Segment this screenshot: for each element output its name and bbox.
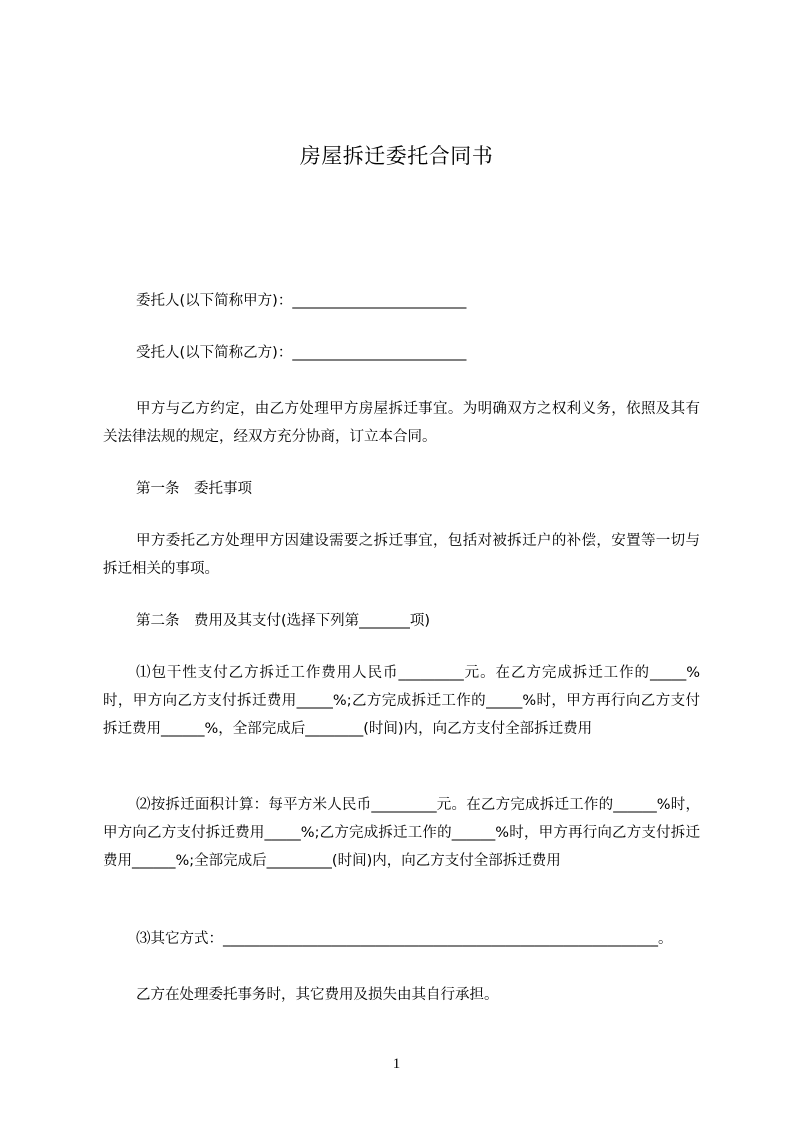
payment-option-1: ⑴包干性支付乙方拆迁工作费用人民币_________元。在乙方完成拆迁工作的_____%时，甲方向乙方支付拆迁费用_____%;乙方完成拆迁工作的_____%时，甲方再行向乙方支付拆迁费用______%，全部完成后________(时间)内，向乙方支付全部拆迁费用 [103,665,700,737]
document-title: 房屋拆迁委托合同书 [299,144,494,168]
page-number: 1 [392,1056,401,1072]
client-line: 委托人(以下简称甲方)：________________________ [136,293,467,309]
article1-heading: 第一条 委托事项 [136,481,252,497]
intro-paragraph: 甲方与乙方约定，由乙方处理甲方房屋拆迁事宜。为明确双方之权利义务，依照及其有关法律法规的规定，经双方充分协商，订立本合同。 [103,401,700,445]
closing-paragraph: 乙方在处理委托事务时，其它费用及损失由其自行承担。 [136,987,499,1003]
payment-option-2: ⑵按拆迁面积计算：每平方米人民币_________元。在乙方完成拆迁工作的______%时，甲方向乙方支付拆迁费用_____%;乙方完成拆迁工作的______%时，甲方再行向乙方支付拆迁费用______%;全部完成后_________(时间)内，向乙方支付全部拆迁费用 [103,797,700,869]
agent-line: 受托人(以下简称乙方)：________________________ [136,345,467,361]
article1-body: 甲方委托乙方处理甲方因建设需要之拆迁事宜，包括对被拆迁户的补偿，安置等一切与拆迁相关的事项。 [103,533,700,577]
article2-heading: 第二条 费用及其支付(选择下列第_______项) [136,613,431,629]
payment-option-3: ⑶其它方式：____________________________________________________________。 [136,931,673,947]
